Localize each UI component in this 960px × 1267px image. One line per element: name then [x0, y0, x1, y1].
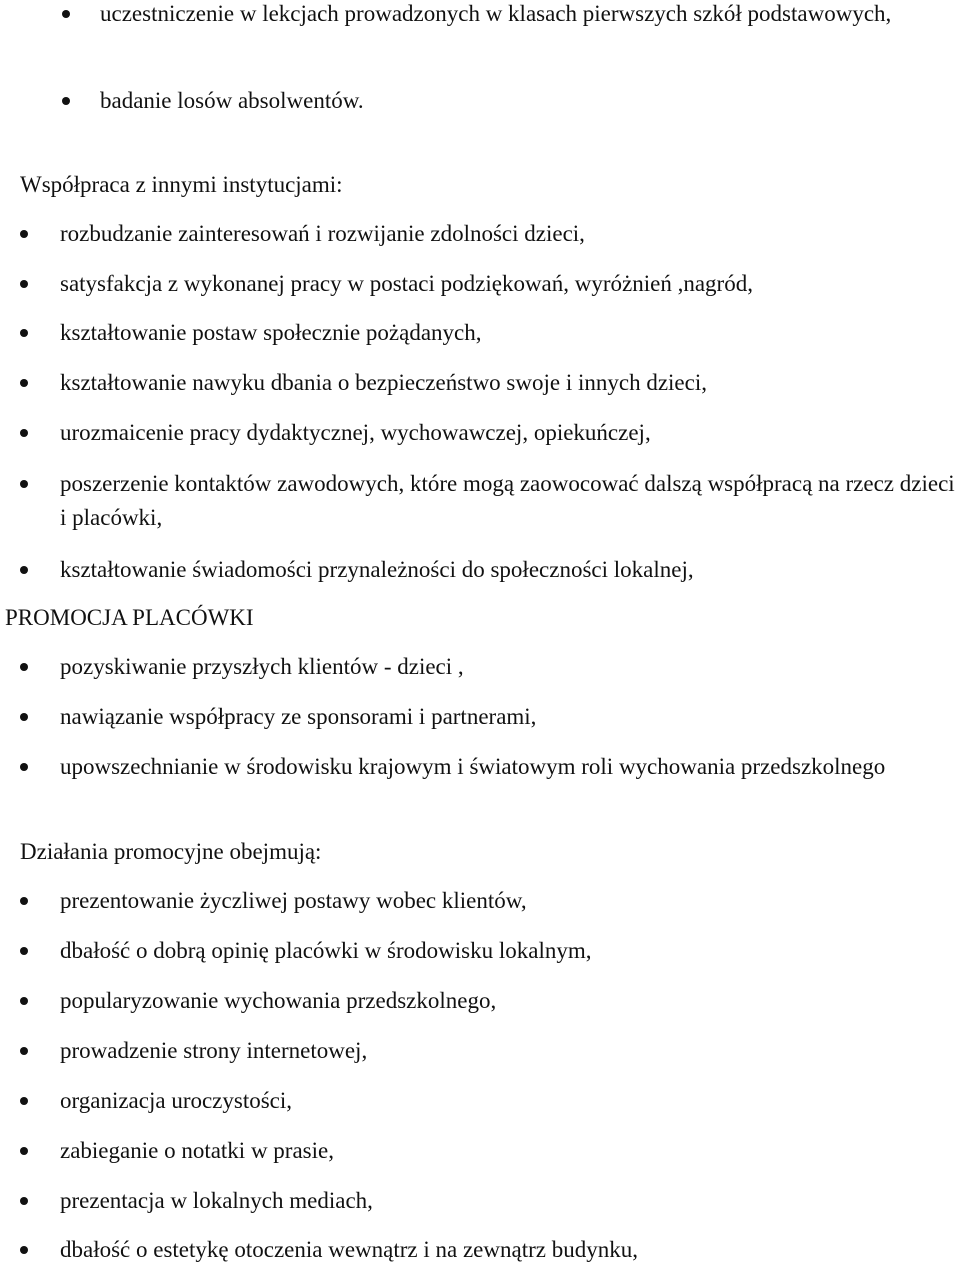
list-item — [60, 1134, 958, 1168]
bullet-icon — [20, 429, 28, 437]
list-item — [60, 1184, 958, 1218]
bullet-icon — [20, 947, 28, 955]
list-item-text: uczestniczenie w lekcjach prowadzonych w klasach pierwszych szkół podstawowych, — [100, 1, 892, 26]
list-item-text: prowadzenie strony internetowej, — [60, 1038, 368, 1063]
list-item — [60, 316, 958, 350]
section-heading-promotion: PROMOCJA PLACÓWKI — [5, 605, 254, 630]
bullet-icon — [20, 230, 28, 238]
list-item — [60, 934, 958, 968]
bullet-icon — [20, 379, 28, 387]
list-item-text: zabieganie o notatki w prasie, — [60, 1138, 334, 1163]
bullet-icon — [20, 663, 28, 671]
list-item — [60, 700, 958, 734]
list-item-text: kształtowanie nawyku dbania o bezpieczeństwo swoje i innych dzieci, — [60, 370, 707, 395]
list-item-text: poszerzenie kontaktów zawodowych, które mogą zaowocować dalszą współpracą na rzecz dzieci i placówki, — [60, 471, 955, 530]
list-item — [60, 884, 958, 918]
list-item — [60, 217, 958, 251]
list-item — [60, 366, 958, 400]
list-item — [60, 1034, 958, 1068]
list-item-text: prezentacja w lokalnych mediach, — [60, 1188, 373, 1213]
list-item — [60, 984, 958, 1018]
list-item-text: dbałość o estetykę otoczenia wewnątrz i na zewnątrz budynku, — [60, 1237, 638, 1262]
bullet-icon — [20, 566, 28, 574]
list-item — [60, 1084, 958, 1118]
bullet-icon — [62, 10, 70, 18]
bullet-icon — [20, 763, 28, 771]
list-item-text: organizacja uroczystości, — [60, 1088, 293, 1113]
bullet-icon — [20, 1147, 28, 1155]
bullet-icon — [20, 280, 28, 288]
list-item — [60, 267, 958, 301]
list-item — [60, 467, 958, 535]
bullet-icon — [20, 713, 28, 721]
list-item-text: kształtowanie świadomości przynależności do społeczności lokalnej, — [60, 557, 694, 582]
list-item-text: rozbudzanie zainteresowań i rozwijanie zdolności dzieci, — [60, 221, 585, 246]
list-item — [60, 416, 958, 450]
list-item — [60, 650, 958, 684]
section-heading-actions: Działania promocyjne obejmują: — [20, 839, 322, 864]
list-item — [100, 0, 950, 31]
bullet-icon — [20, 329, 28, 337]
list-item-text: kształtowanie postaw społecznie pożądanych, — [60, 320, 482, 345]
bullet-icon — [62, 97, 70, 105]
list-item — [60, 1233, 958, 1267]
bullet-icon — [20, 1097, 28, 1105]
list-item — [100, 84, 950, 118]
list-item — [60, 750, 958, 784]
list-item — [60, 553, 958, 587]
bullet-icon — [20, 1246, 28, 1254]
bullet-icon — [20, 897, 28, 905]
list-item-text: satysfakcja z wykonanej pracy w postaci podziękowań, wyróżnień ,nagród, — [60, 271, 753, 296]
bullet-icon — [20, 1047, 28, 1055]
bullet-icon — [20, 1197, 28, 1205]
list-item-text: pozyskiwanie przyszłych klientów - dzieci , — [60, 654, 464, 679]
list-item-text: dbałość o dobrą opinię placówki w środowisku lokalnym, — [60, 938, 592, 963]
list-item-text: prezentowanie życzliwej postawy wobec klientów, — [60, 888, 527, 913]
list-item-text: upowszechnianie w środowisku krajowym i światowym roli wychowania przedszkolnego — [60, 754, 886, 779]
section-heading-cooperation: Współpraca z innymi instytucjami: — [20, 172, 343, 197]
list-item-text: nawiązanie współpracy ze sponsorami i partnerami, — [60, 704, 537, 729]
bullet-icon — [20, 997, 28, 1005]
list-item-text: popularyzowanie wychowania przedszkolnego, — [60, 988, 497, 1013]
list-item-text: urozmaicenie pracy dydaktycznej, wychowawczej, opiekuńczej, — [60, 420, 651, 445]
list-item-text: badanie losów absolwentów. — [100, 88, 364, 113]
bullet-icon — [20, 480, 28, 488]
